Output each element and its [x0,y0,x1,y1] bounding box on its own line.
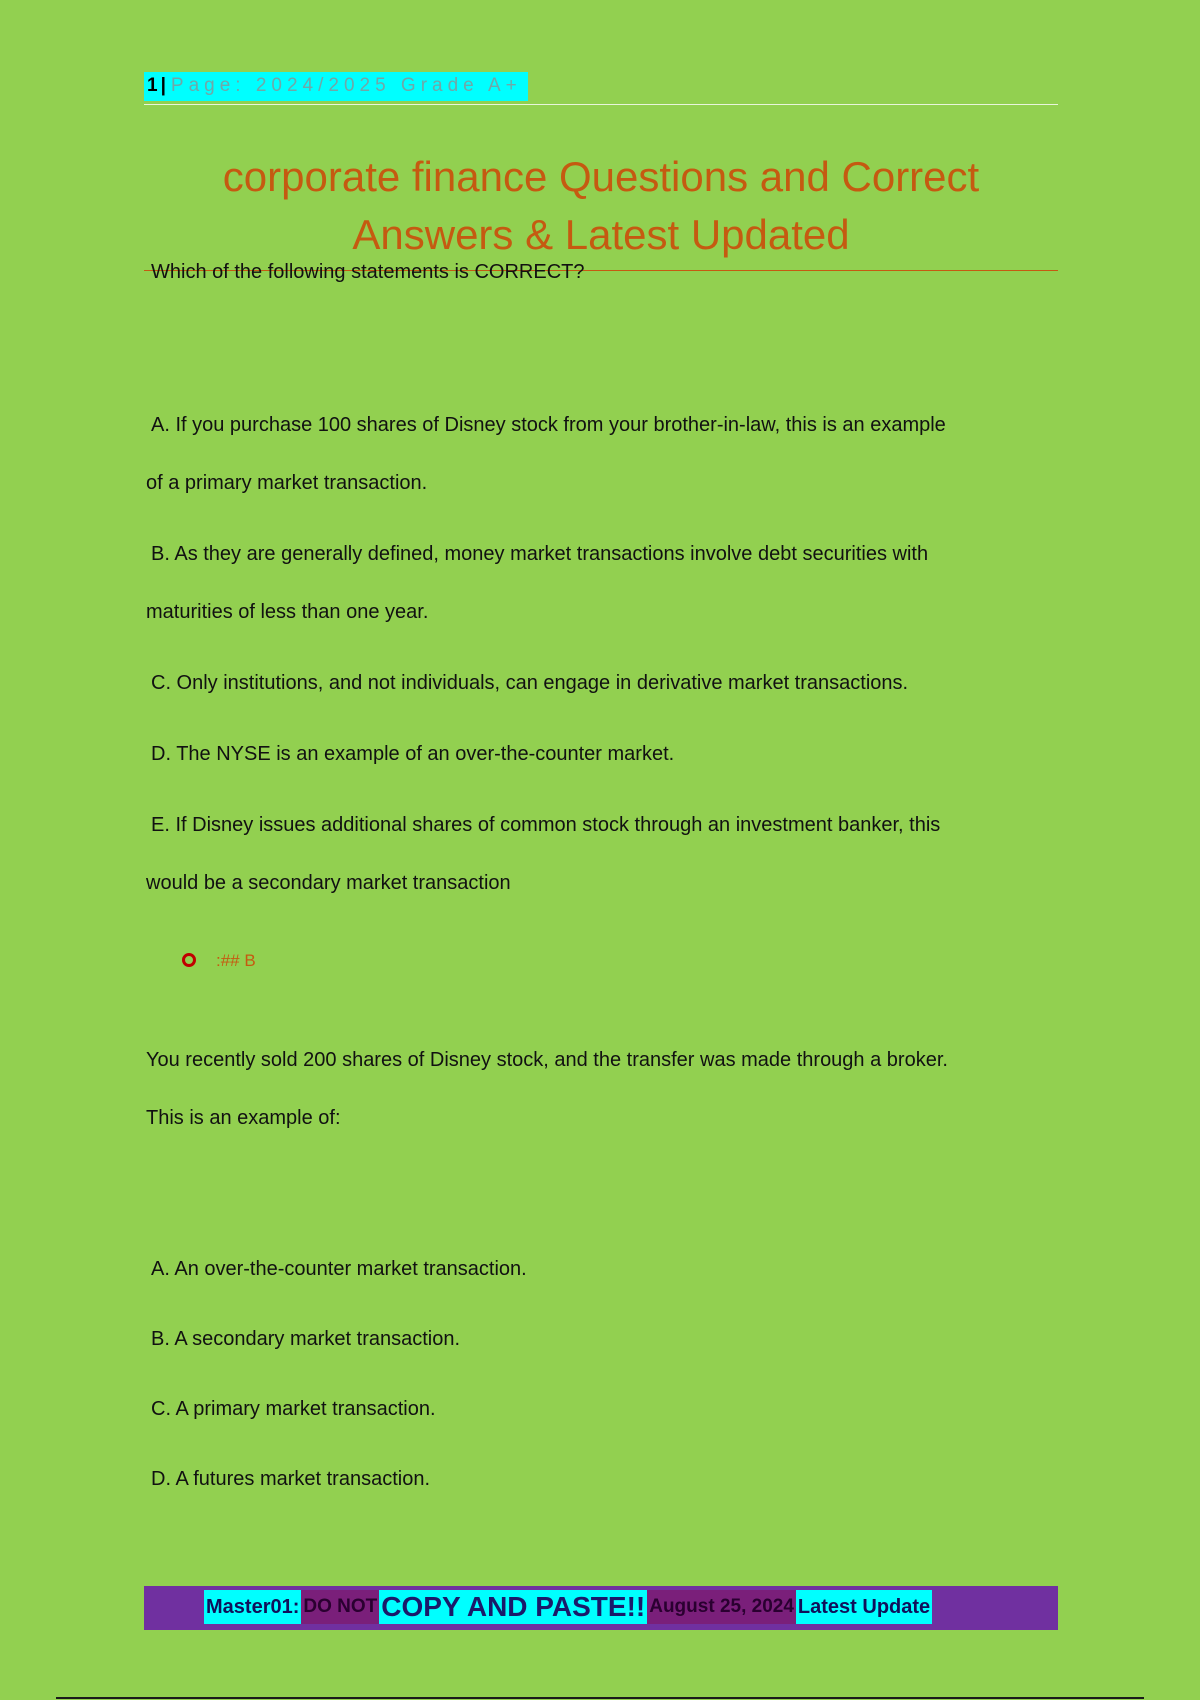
question-2-option-d: D. A futures market transaction. [151,1468,431,1490]
question-2-option-c: C. A primary market transaction. [151,1398,436,1420]
footer-date: August 25, 2024 [647,1590,796,1624]
header-separator: | [160,75,167,96]
question-2-prompt-line-2: This is an example of: [146,1107,341,1129]
question-1-option-c: C. Only institutions, and not individuals, can engage in derivative market transactions. [151,672,909,694]
page-header-chip [144,72,528,101]
question-2-option-b: B. A secondary market transaction. [151,1328,461,1350]
question-2-options [146,1234,1046,1514]
question-1-options [146,396,1046,912]
question-1-option-a: A. If you purchase 100 shares of Disney stock from your brother-in-law, this is an example [151,414,946,436]
bottom-rule [56,1697,1144,1699]
title-line-2: Answers & Latest Updated [352,211,850,258]
question-2-prompt-block [146,1031,1046,1147]
question-1-answer [182,944,256,978]
footer-copy-paste: COPY AND PASTE!! [381,1591,646,1622]
question-1-prompt-block [146,248,1046,296]
question-1-option-b-cont: maturities of less than one year. [146,601,429,623]
question-1-prompt: Which of the following statements is CORRECT? [151,261,585,283]
question-1-option-a-cont: of a primary market transaction. [146,472,428,494]
question-1-option-e: E. If Disney issues additional shares of common stock through an investment banker, this [151,814,941,836]
question-1-option-d: D. The NYSE is an example of an over-the-counter market. [151,743,675,765]
footer-latest-update: Latest Update [796,1590,932,1624]
footer-banner-text [204,1590,932,1624]
question-2-prompt-line-1: You recently sold 200 shares of Disney stock, and the transfer was made through a broker. [146,1049,948,1071]
page-number: 1 [147,75,159,96]
question-1-answer-text: :## B [216,951,256,970]
page-header [144,72,1058,105]
circle-bullet-icon [182,953,196,967]
question-2-option-a: A. An over-the-counter market transaction. [151,1258,527,1280]
footer-master: Master01: [204,1590,301,1624]
title-line-1: corporate finance Questions and Correct [222,153,980,200]
question-1-option-e-cont: would be a secondary market transaction [146,872,511,894]
header-text: Page: 2024/2025 Grade A+ [170,75,522,96]
footer-banner [144,1586,1058,1630]
question-1-option-b: B. As they are generally defined, money market transactions involve debt securities with [151,543,929,565]
footer-do-not: DO NOT [301,1590,379,1624]
